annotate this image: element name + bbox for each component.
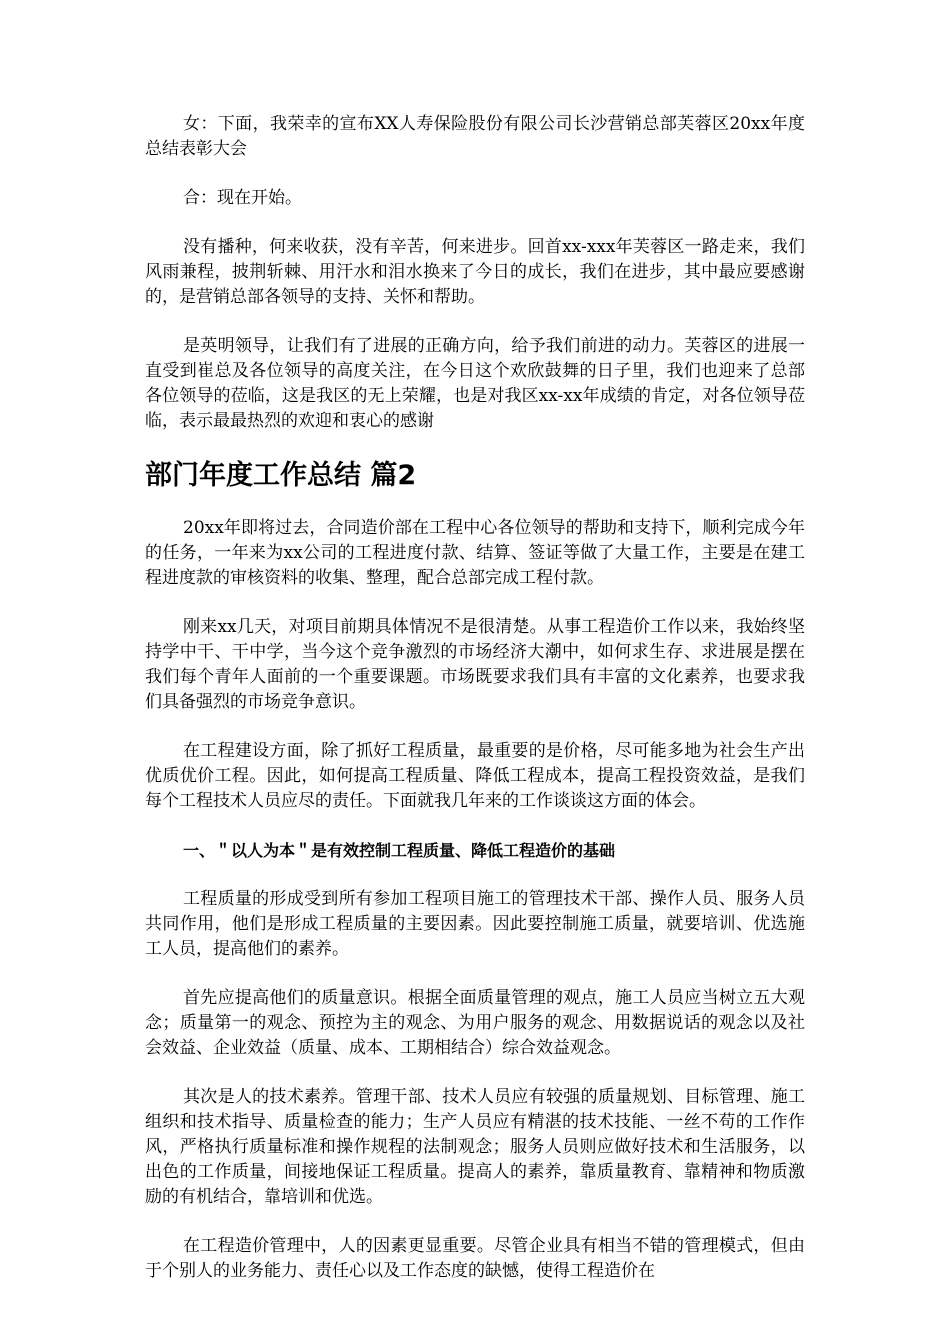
section-title: 部门年度工作总结 篇2 xyxy=(145,460,417,491)
document-page xyxy=(145,112,805,1308)
section-paragraph-3: 在工程建设方面，除了抓好工程质量，最重要的是价格，尽可能多地为社会生产出优质优价工程。因此，如何提高工程质量、降低工程成本，提高工程投资效益，是我们每个工程技术人员应尽的责任。下面就我几年来的工作谈谈这方面的体会。 xyxy=(145,741,805,811)
intro-paragraph-1: 女：下面，我荣幸的宣布XX人寿保险股份有限公司长沙营销总部芙蓉区20xx年度总结表彰大会 xyxy=(145,114,805,159)
section-paragraph-5: 首先应提高他们的质量意识。根据全面质量管理的观点，施工人员应当树立五大观念；质量第一的观念、预控为主的观念、为用户服务的观念、用数据说话的观念以及社会效益、企业效益（质量、成本、工期相结合）综合效益观念。 xyxy=(145,988,805,1058)
section-paragraph-4: 工程质量的形成受到所有参加工程项目施工的管理技术干部、操作人员、服务人员共同作用，他们是形成工程质量的主要因素。因此要控制施工质量，就要培训、优选施工人员，提高他们的素养。 xyxy=(145,889,805,959)
intro-paragraph-3: 没有播种，何来收获，没有辛苦，何来进步。回首xx-xxx年芙蓉区一路走来，我们风雨兼程，披荆斩棘、用汗水和泪水换来了今日的成长，我们在进步，其中最应要感谢的，是营销总部各领导的支持、关怀和帮助。 xyxy=(145,237,805,307)
section-paragraph-6: 其次是人的技术素养。管理干部、技术人员应有较强的质量规划、目标管理、施工组织和技术指导、质量检查的能力；生产人员应有精湛的技术技能、一丝不苟的工作作风，严格执行质量标准和操作规程的法制观念；服务人员则应做好技术和生活服务，以出色的工作质量，间接地保证工程质量。提高人的素养，靠质量教育、靠精神和物质激励的有机结合，靠培训和优选。 xyxy=(145,1087,805,1207)
section-paragraph-7: 在工程造价管理中，人的因素更显重要。尽管企业具有相当不错的管理模式，但由于个别人的业务能力、责任心以及工作态度的缺憾，使得工程造价在 xyxy=(145,1236,805,1281)
section-paragraph-1: 20xx年即将过去，合同造价部在工程中心各位领导的帮助和支持下，顺利完成今年的任务，一年来为xx公司的工程进度付款、结算、签证等做了大量工作，主要是在建工程进度款的审核资料的收集、整理，配合总部完成工程付款。 xyxy=(145,518,805,588)
intro-paragraph-2: 合：现在开始。 xyxy=(183,188,302,208)
section-subheading: 一、＂以人为本＂是有效控制工程质量、降低工程造价的基础 xyxy=(183,841,616,860)
section-paragraph-2: 刚来xx几天，对项目前期具体情况不是很清楚。从事工程造价工作以来，我始终坚持学中干、干中学，当今这个竞争激烈的市场经济大潮中，如何求生存、求进展是摆在我们每个青年人面前的一个重要课题。市场既要求我们具有丰富的文化素养，也要求我们具备强烈的市场竞争意识。 xyxy=(145,617,805,712)
intro-paragraph-4: 是英明领导，让我们有了进展的正确方向，给予我们前进的动力。芙蓉区的进展一直受到崔总及各位领导的高度关注，在今日这个欢欣鼓舞的日子里，我们也迎来了总部各位领导的莅临，这是我区的无上荣耀，也是对我区xx-xx年成绩的肯定，对各位领导莅临，表示最最热烈的欢迎和衷心的感谢 xyxy=(145,336,805,431)
